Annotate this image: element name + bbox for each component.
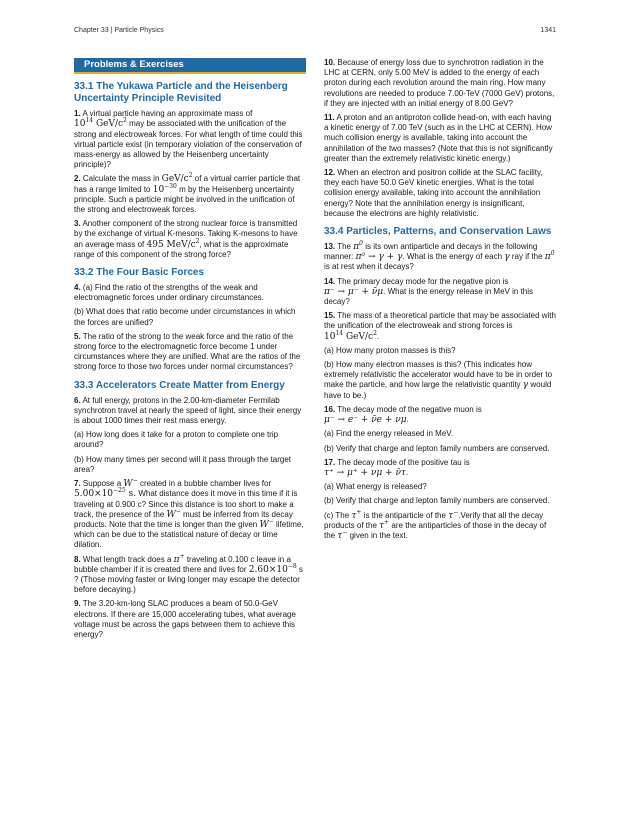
problem-7: 7. Suppose a W− created in a bubble chamber lives for $5.00\times 10^{-25}$ s. What distance does it move in this time if it is traveling at 0.900 c? Since this distance is too short to make a track, the presence of the W− must be inferred from its decay products. Note that the time is longer than the given W− lifetime, which can be due to the statistical nature of decay or time dilation. xyxy=(74,477,304,550)
mass-expression: $10^{14}$ GeV/$c^2$ xyxy=(74,117,127,130)
problem-16: 16. The decay mode of the negative muon is μ⁻ → e⁻ + ν̄e + νμ. xyxy=(324,404,482,426)
problem-1: 1. A virtual particle having an approximate mass of $10^{14}$ GeV/$c^2$ may be associated with the unification of the strong and electroweak forces. For what length of time could this virtual particle exist (in temporary violation of the conservation of mass-energy as allowed by the Heisenberg uncertainty principle)? xyxy=(74,109,303,170)
problem-6a: (a) How long does it take for a proton to complete one trip around? xyxy=(74,430,279,450)
problem-6: 6. At full energy, protons in the 2.00-km-diameter Fermilab synchrotron travel at nearly the speed of light, since their energy is about 1000 times their rest mass energy. xyxy=(74,395,302,426)
problem-15a: (a) How many proton masses is this? xyxy=(324,345,456,355)
problem-14: 14. The primary decay mode for the negative pion is π⁻ → μ⁻ + ν̄μ. What is the energy release in MeV in this decay? xyxy=(324,276,533,307)
problem-15b: (b) How many electron masses is this? (This indicates how extremely relativistic the accelerator would have to be in order to make the particle, and how large the relativistic quantity γ would have to be.) xyxy=(324,360,553,400)
section-33-1-title: 33.1 The Yukawa Particle and the Heisenberg Uncertainty Principle Revisited xyxy=(74,81,288,105)
problem-6b: (b) How many times per second will it pass through the target area? xyxy=(74,454,291,474)
problem-17b: (b) Verify that charge and lepton family numbers are conserved. xyxy=(324,496,550,506)
muon-decay-equation: μ⁻ → e⁻ + ν̄e + νμ xyxy=(324,415,407,426)
problem-9: 9. The 3.20-km-long SLAC produces a beam of 50.0-GeV electrons. If there are 15,000 accelerating tubes, what average voltage must be across the gaps between them to achieve this energy? xyxy=(74,599,296,639)
problem-4b: (b) What does that ratio become under circumstances in which the forces are unified? xyxy=(74,307,296,327)
problem-2: 2. Calculate the mass in GeV/$c^2$ of a virtual carrier particle that has a range limited to $10^{-30}$ m by the Heisenberg uncertainty principle. Such a particle might be involved in the unification of the strong and electroweak forces. xyxy=(74,172,301,215)
section-33-2-title: 33.2 The Four Basic Forces xyxy=(74,267,205,279)
section-33-3-title: 33.3 Accelerators Create Matter from Energy xyxy=(74,379,285,391)
negative-pion-decay-equation: π⁻ → μ⁻ + ν̄μ xyxy=(324,286,384,297)
problem-4a: 4. (a) Find the ratio of the strengths of the weak and electromagnetic forces under ordinary circumstances. xyxy=(74,283,264,303)
left-column xyxy=(74,58,306,644)
right-column xyxy=(324,58,556,545)
pion-decay-equation: π⁰ → γ + γ xyxy=(355,252,403,263)
problem-17c: (c) The τ+ is the antiparticle of the τ−.Verify that all the decay products of the τ+ are the antiparticles of those in the decay of the τ− given in the text. xyxy=(324,508,547,541)
problem-12: 12. When an electron and positron collide at the SLAC facility, they each have 50.0 GeV kinetic energies. What is the total collision energy available, taking into account the annihilation energy? Note that the annihilation energy is insignificant, because the electrons are highly relativistic. xyxy=(324,168,543,218)
problems-banner: Problems & Exercises xyxy=(74,58,306,74)
problem-8: 8. What length track does a π+ traveling at 0.100 c leave in a bubble chamber if it is created there and lives for $2.60\times 10^{-8}$ s ? (Those moving faster or living longer may escape the detector before decaying.) xyxy=(74,552,303,595)
page-number: 1341 xyxy=(540,27,556,34)
problem-16b: (b) Verify that charge and lepton family numbers are conserved. xyxy=(324,443,550,453)
problem-16a: (a) Find the energy released in MeV. xyxy=(324,429,454,439)
problem-10: 10. Because of energy loss due to synchrotron radiation in the LHC at CERN, only 5.00 MeV is added to the energy of each proton during each revolution around the main ring. How many revolutions are needed to produce 7.00-TeV (7000 GeV) protons, if they are injected with an initial energy of 8.00 GeV? xyxy=(324,58,555,108)
section-33-4-title: 33.4 Particles, Patterns, and Conservation Laws xyxy=(324,226,552,238)
problem-3: 3. Another component of the strong nuclear force is transmitted by the exchange of virtual K-mesons. Taking K-mesons to have an average mass of 495 MeV/$c^2$, what is the approximate range of this component of the strong force? xyxy=(74,219,298,259)
problem-13: 13. The $\pi^0$ is its own antiparticle and decays in the following manner: π⁰ → γ + γ. What is the energy of each γ ray if the $\pi^0$ is at rest when it decays? xyxy=(324,240,555,272)
tau-decay-equation: τ⁺ → μ⁺ + νμ + ν̄τ xyxy=(324,467,406,478)
problem-5: 5. The ratio of the strong to the weak force and the ratio of the strong force to the electromagnetic force become 1 under circumstances where they are unified. What are the ratios of the strong force to those two forces under normal circumstances? xyxy=(74,331,301,372)
problem-17: 17. The decay mode of the positive tau is τ⁺ → μ⁺ + νμ + ν̄τ. xyxy=(324,457,470,478)
problem-17a: (a) What energy is released? xyxy=(324,482,427,492)
problem-15: 15. The mass of a theoretical particle that may be associated with the unification of the electroweak and strong forces is $10^{14}$ GeV/$c^2$. xyxy=(324,311,556,342)
chapter-title: Chapter 33 | Particle Physics xyxy=(74,27,164,34)
problem-11: 11. A proton and an antiproton collide head-on, with each having a kinetic energy of 7.00 TeV (such as in the LHC at CERN). How much collision energy is available, taking into account the annihilation of the two masses? (Note that this is not significantly greater than the extremely relativistic kinetic energy.) xyxy=(324,113,553,163)
